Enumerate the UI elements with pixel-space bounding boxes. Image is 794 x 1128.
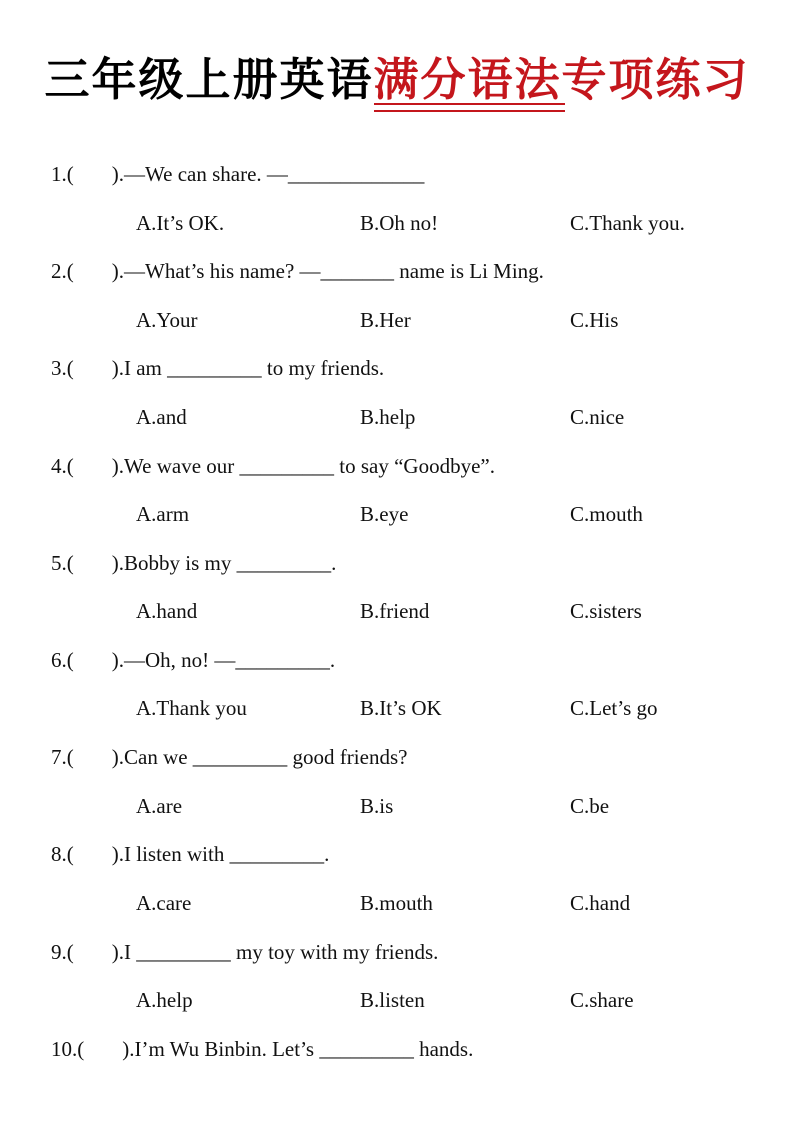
option-b: B.friend [360, 599, 430, 624]
option-a: A.It’s OK. [136, 210, 225, 235]
page-title [0, 52, 794, 108]
question-2 [0, 253, 794, 350]
option-b: B.eye [360, 502, 409, 527]
option-a: A.Thank you [136, 696, 247, 721]
question-text: ).Bobby is my _________. [111, 550, 337, 575]
option-b: B.is [360, 793, 394, 818]
question-text: ).We wave our _________ to say “Goodbye”. [111, 453, 495, 478]
option-a: A.and [136, 404, 187, 429]
question-number: 10.( [51, 1036, 85, 1061]
question-stem [51, 448, 495, 484]
question-text: ).—What’s his name? —_______ name is Li Ming. [111, 259, 544, 284]
title-double-underline [374, 103, 565, 112]
question-7 [0, 739, 794, 836]
option-b: B.listen [360, 988, 425, 1012]
question-text: ).—Oh, no! —_________. [111, 647, 336, 672]
option-a: A.help [136, 988, 193, 1012]
option-c: C.share [570, 988, 634, 1012]
option-c: C.be [570, 793, 610, 818]
option-c: C.Let’s go [570, 696, 658, 721]
option-b: B.It’s OK [360, 696, 442, 721]
option-b: B.help [360, 404, 416, 429]
question-stem [51, 1031, 473, 1067]
question-list [0, 156, 794, 1128]
question-3 [0, 350, 794, 447]
question-number: 1.( [51, 162, 74, 186]
question-4 [0, 448, 794, 545]
question-number: 2.( [51, 259, 74, 284]
question-stem [51, 253, 544, 289]
option-c: C.mouth [570, 502, 643, 527]
option-a: A.hand [136, 599, 198, 624]
option-a: A.are [136, 793, 183, 818]
option-c: C.Thank you. [570, 210, 685, 235]
question-stem [51, 156, 424, 192]
question-1 [0, 156, 794, 253]
question-10 [0, 1031, 794, 1128]
question-number: 9.( [51, 939, 74, 964]
question-text: ).I listen with _________. [111, 842, 330, 867]
option-a: A.arm [136, 502, 190, 527]
question-text: ).—We can share. —_____________ [111, 162, 425, 186]
question-number: 8.( [51, 842, 74, 867]
question-stem [51, 545, 336, 581]
option-a: A.care [136, 890, 192, 915]
option-c: C.sisters [570, 599, 642, 624]
option-b: B.Oh no! [360, 210, 439, 235]
question-6 [0, 642, 794, 739]
option-b: B.Her [360, 307, 411, 332]
question-number: 5.( [51, 550, 74, 575]
question-5 [0, 545, 794, 642]
question-8 [0, 836, 794, 933]
title-black-part: 三年级上册英语 [44, 53, 374, 106]
question-text: ).I’m Wu Binbin. Let’s _________ hands. [122, 1036, 474, 1061]
title-red-text: 满分语法专项练习 [373, 53, 750, 106]
question-stem [51, 642, 335, 678]
question-number: 3.( [51, 356, 74, 381]
question-9 [0, 934, 794, 1031]
question-number: 6.( [51, 647, 74, 672]
question-number: 7.( [51, 745, 74, 770]
option-c: C.His [570, 307, 619, 332]
question-stem [51, 739, 407, 775]
question-stem [51, 934, 438, 970]
question-stem [51, 350, 384, 386]
question-stem [51, 836, 329, 872]
question-number: 4.( [51, 453, 74, 478]
option-b: B.mouth [360, 890, 433, 915]
option-c: C.hand [570, 890, 631, 915]
question-text: ).Can we _________ good friends? [111, 745, 408, 770]
question-text: ).I _________ my toy with my friends. [111, 939, 439, 964]
option-a: A.Your [136, 307, 198, 332]
question-text: ).I am _________ to my friends. [111, 356, 385, 381]
option-c: C.nice [570, 404, 625, 429]
title-red-part [374, 53, 750, 106]
